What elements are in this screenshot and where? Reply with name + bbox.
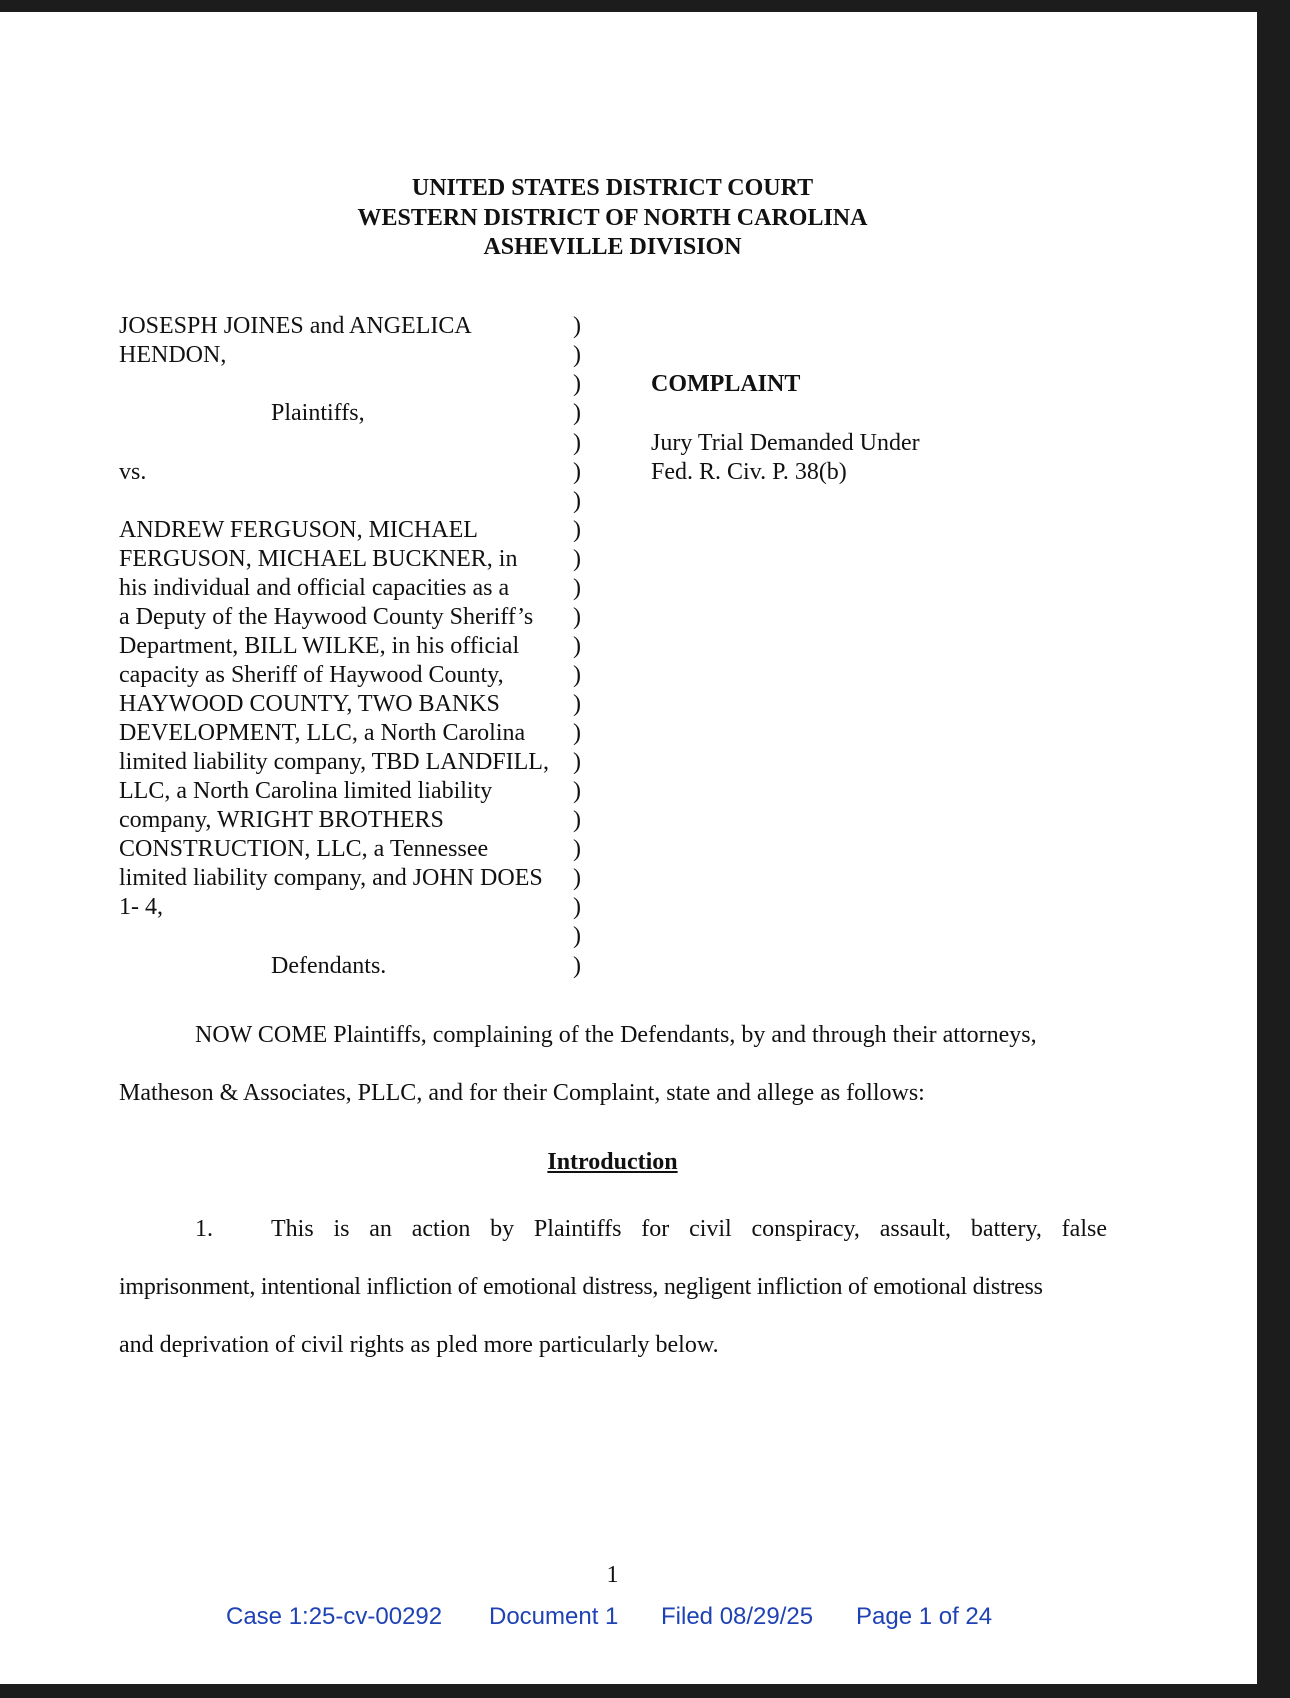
caption-parenthesis: ): [573, 720, 581, 746]
defendant-line: ANDREW FERGUSON, MICHAEL: [119, 517, 478, 543]
paragraph-1-line: imprisonment, intentional infliction of emotional distress, negligent infliction of emotional distress: [119, 1274, 1043, 1300]
caption-parenthesis: ): [573, 662, 581, 688]
plaintiff-name-line: JOSESPH JOINES and ANGELICA: [119, 313, 472, 339]
page-number: 1: [606, 1562, 619, 1588]
caption-parenthesis: ): [573, 923, 581, 949]
paragraph-1-line: and deprivation of civil rights as pled more particularly below.: [119, 1332, 719, 1358]
caption-parenthesis: ): [573, 459, 581, 485]
defendant-line: company, WRIGHT BROTHERS: [119, 807, 444, 833]
caption-parenthesis: ): [573, 953, 581, 979]
caption-parenthesis: ): [573, 546, 581, 572]
caption-parenthesis: ): [573, 313, 581, 339]
caption-parenthesis: ): [573, 342, 581, 368]
caption-parenthesis: ): [573, 836, 581, 862]
caption-parenthesis: ): [573, 517, 581, 543]
caption-parenthesis: ): [573, 894, 581, 920]
intro-paragraph-line: Matheson & Associates, PLLC, and for their Complaint, state and allege as follows:: [119, 1080, 925, 1106]
defendant-line: HAYWOOD COUNTY, TWO BANKS: [119, 691, 500, 717]
defendant-line: DEVELOPMENT, LLC, a North Carolina: [119, 720, 526, 746]
footer-filed-date: Filed 08/29/25: [661, 1603, 814, 1630]
paragraph-number: 1.: [195, 1216, 213, 1242]
plaintiffs-label: Plaintiffs,: [271, 400, 365, 426]
caption-parenthesis: ): [573, 371, 581, 397]
caption-parenthesis: ): [573, 691, 581, 717]
defendant-line: LLC, a North Carolina limited liability: [119, 778, 493, 804]
footer-document: Document 1: [489, 1603, 619, 1630]
document-page: [0, 12, 1257, 1684]
defendant-line: a Deputy of the Haywood County Sheriff’s: [119, 604, 534, 630]
defendant-line: 1- 4,: [119, 894, 163, 920]
footer-page-count: Page 1 of 24: [856, 1603, 993, 1630]
defendants-label: Defendants.: [271, 953, 387, 979]
complaint-title: COMPLAINT: [651, 371, 801, 397]
defendant-line: his individual and official capacities as a: [119, 575, 510, 601]
division-line: ASHEVILLE DIVISION: [483, 234, 742, 260]
plaintiff-name-line: HENDON,: [119, 342, 227, 368]
section-heading: Introduction: [547, 1149, 678, 1175]
intro-paragraph-line: NOW COME Plaintiffs, complaining of the Defendants, by and through their attorneys,: [195, 1022, 1037, 1048]
caption-parenthesis: ): [573, 807, 581, 833]
caption-parenthesis: ): [573, 400, 581, 426]
viewer-edge: [1257, 0, 1290, 1698]
caption-parenthesis: ): [573, 778, 581, 804]
defendant-line: limited liability company, TBD LANDFILL,: [119, 749, 549, 775]
paragraph-1-line: This is an action by Plaintiffs for civil conspiracy, assault, battery, false: [271, 1216, 1107, 1242]
jury-demand-rule: Fed. R. Civ. P. 38(b): [651, 459, 847, 485]
footer-case-number: Case 1:25-cv-00292: [226, 1603, 443, 1630]
caption-parenthesis: ): [573, 575, 581, 601]
caption-parenthesis: ): [573, 633, 581, 659]
caption-parenthesis: ): [573, 488, 581, 514]
defendant-line: CONSTRUCTION, LLC, a Tennessee: [119, 836, 489, 862]
caption-parenthesis: ): [573, 430, 581, 456]
jury-demand-line: Jury Trial Demanded Under: [651, 430, 920, 456]
defendant-line: FERGUSON, MICHAEL BUCKNER, in: [119, 546, 518, 572]
defendant-line: Department, BILL WILKE, in his official: [119, 633, 520, 659]
caption-parenthesis: ): [573, 604, 581, 630]
versus-label: vs.: [119, 459, 147, 485]
court-name-line: UNITED STATES DISTRICT COURT: [411, 175, 814, 201]
caption-parenthesis: ): [573, 865, 581, 891]
caption-parenthesis: ): [573, 749, 581, 775]
district-line: WESTERN DISTRICT OF NORTH CAROLINA: [357, 205, 868, 231]
defendant-line: limited liability company, and JOHN DOES: [119, 865, 543, 891]
defendant-line: capacity as Sheriff of Haywood County,: [119, 662, 504, 688]
